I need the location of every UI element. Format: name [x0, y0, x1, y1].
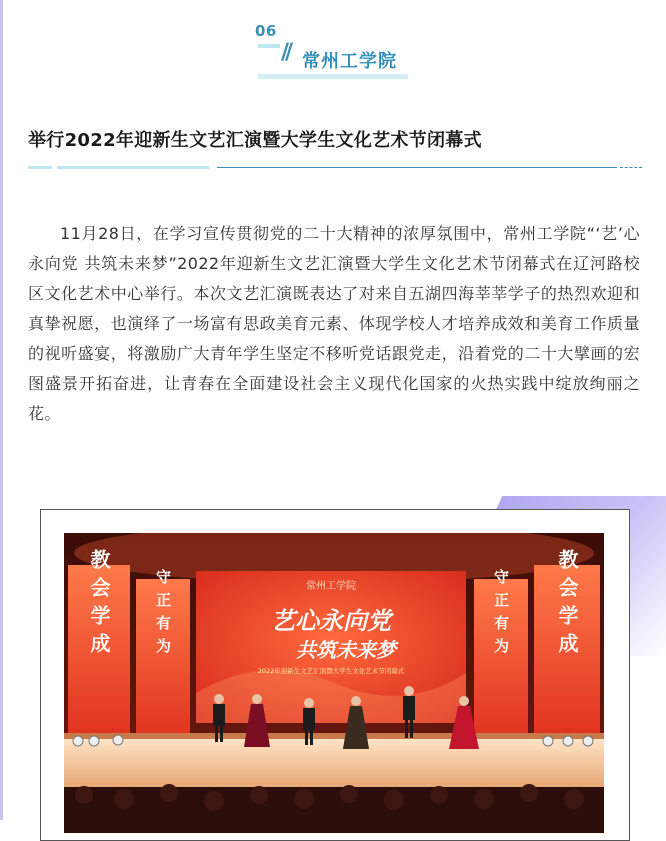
badge-underline [258, 74, 408, 79]
article-title: 举行2022年迎新生文艺汇演暨大学生文化艺术节闭幕式 [28, 130, 482, 151]
banner-line-2: 共筑未来梦 [296, 638, 396, 662]
title-divider [217, 167, 617, 168]
stage-floor [64, 737, 604, 787]
stage-logo-text: 常州工学院 [306, 581, 356, 592]
article-paragraph: 11月28日，在学习宣传贯彻党的二十大精神的浓厚氛围中，常州工学院“‘艺’心永向党 共筑未来梦”2022年迎新生文艺汇演暨大学生文化艺术节闭幕式在辽河路校区文化艺术中心举行。本次文艺汇演既表达了对来自五湖四海莘莘学子的热烈欢迎和真挚祝愿，也演绎了一场富有思政美育元素、体现学校人才培养成效和美育工作质量的视听盛宴，将激励广大青年学生坚定不移听党话跟党走，沿着党的二十大擘画的宏图盛景开拓奋进，让青春在全面建设社会主义现代化国家的火热实践中绽放绚丽之花。 [28, 224, 640, 423]
school-name: 常州工学院 [302, 51, 397, 72]
right-inner-banner-text: 守正有为 [492, 569, 510, 661]
badge-accent-bar [258, 44, 280, 48]
left-inner-banner-text: 守正有为 [154, 569, 172, 661]
section-number: 06 [255, 22, 277, 40]
banner-subtitle: 2022年迎新生文艺汇演暨大学生文化艺术节闭幕式 [257, 667, 405, 675]
left-outer-banner-text: 教会学成 [87, 549, 111, 661]
title-divider [620, 167, 642, 169]
stage-photo [64, 533, 604, 833]
left-border-line [0, 0, 3, 820]
title-divider [57, 166, 209, 169]
title-divider [28, 166, 52, 169]
double-slash-icon: // [281, 40, 290, 65]
banner-line-1: 艺心永向党 [271, 606, 391, 635]
right-outer-banner-text: 教会学成 [555, 549, 579, 661]
